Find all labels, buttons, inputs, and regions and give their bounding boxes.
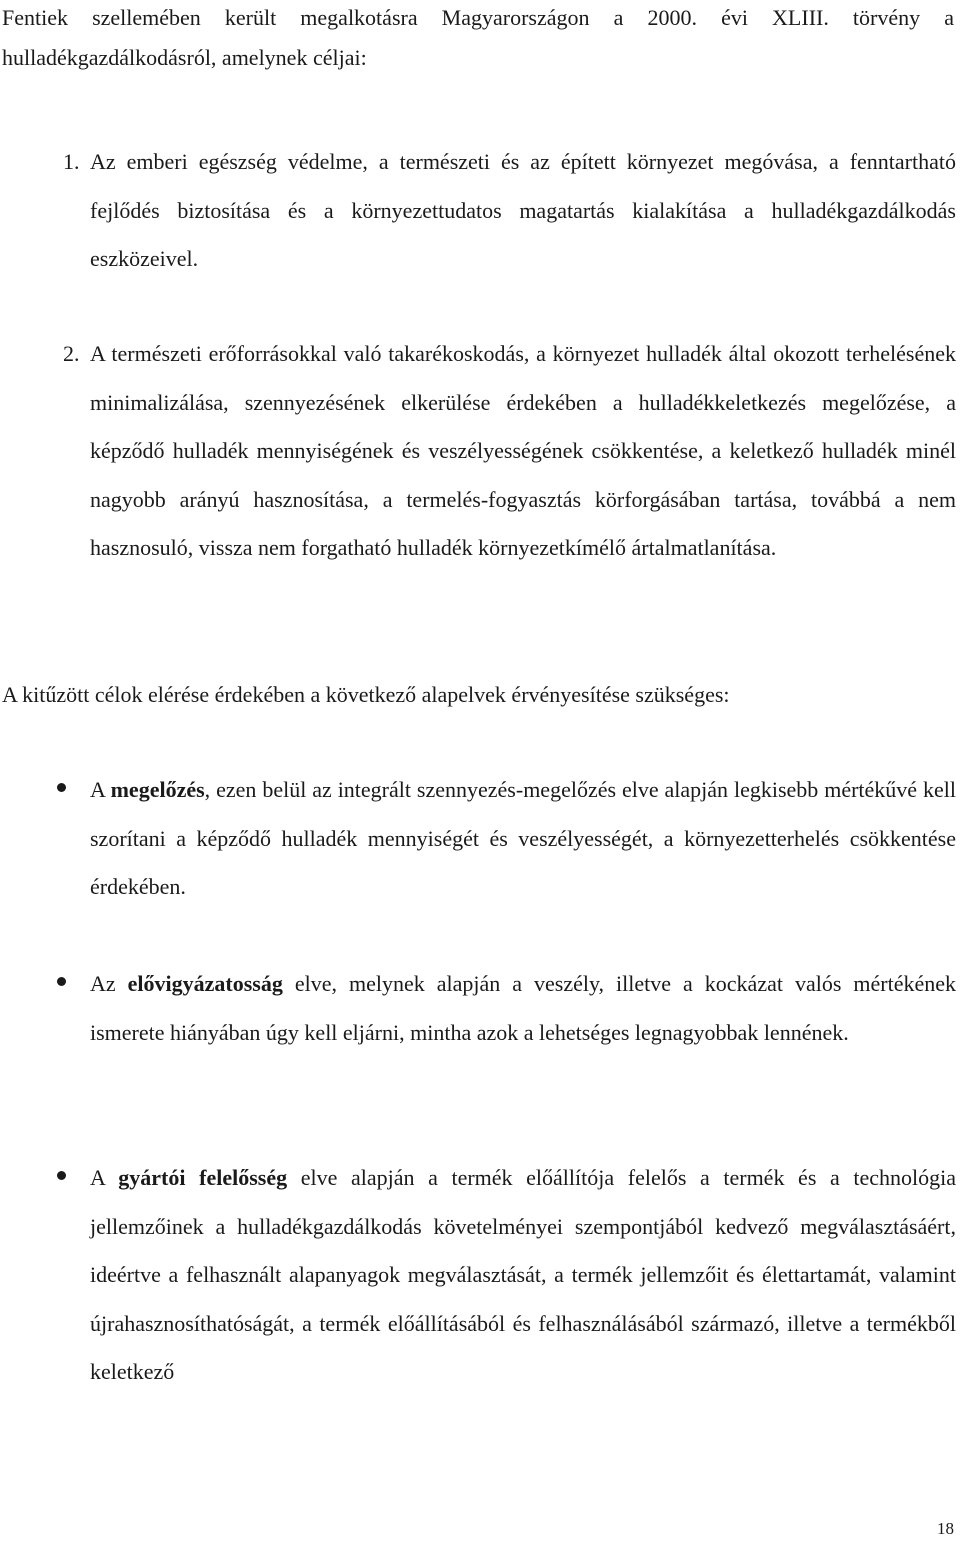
- principle-item-2: [90, 960, 956, 1057]
- bullet-icon: [57, 1171, 66, 1180]
- principle-term: megelőzés: [110, 777, 205, 802]
- goal-item-1: [63, 138, 956, 284]
- principle-text: elve alapján a termék előállítója felelős a termék és a technológia jellemzőinek a hulladékgazdálkodás követelményei szempontjából kedvező megválasztásáért, ideértve a felhasznált alapanyagok megválasztását, a termék jellemzőit és élettartamát, valamint újrahasznosíthatóságát, a termék előállításából és felhasználásából származó, illetve a termékből keletkező: [90, 1165, 957, 1384]
- page-number: 18: [937, 1519, 954, 1538]
- principle-prefix: A: [90, 777, 111, 802]
- principle-prefix: Az: [90, 971, 128, 996]
- goal-number: 2.: [63, 341, 80, 366]
- intro-paragraph: Fentiek szellemében került megalkotásra Magyarországon a 2000. évi XLIII. törvény a hulladékgazdálkodásról, amelynek céljai:: [2, 5, 954, 70]
- principle-item-3: [90, 1154, 956, 1397]
- goal-text: A természeti erőforrásokkal való takarékoskodás, a környezet hulladék által okozott terhelésének minimalizálása, szennyezésének elkerülése érdekében a hulladékkeletkezés megelőzése, a képződő hulladék mennyiségének és veszélyességének csökkentése, a keletkező hulladék minél nagyobb arányú hasznosítása, a termelés-fogyasztás körforgásában tartása, továbbá a nem hasznosuló, vissza nem forgatható hulladék környezetkímélő ártalmatlanítása.: [90, 341, 956, 560]
- bullet-icon: [57, 977, 66, 986]
- principle-item-1: [90, 766, 956, 912]
- principle-text: , ezen belül az integrált szennyezés-megelőzés elve alapján legkisebb mértékűvé kell szorítani a képződő hulladék mennyiségét és veszélyességét, a környezetterhelés csökkentése érdekében.: [90, 777, 956, 899]
- principle-term: elővigyázatosság: [127, 971, 283, 996]
- principle-text: elve, melynek alapján a veszély, illetve a kockázat valós mértékének ismerete hiányában úgy kell eljárni, mintha azok a lehetséges legnagyobbak lennének.: [90, 971, 956, 1045]
- principle-term: gyártói felelősség: [118, 1165, 288, 1190]
- goal-number: 1.: [63, 149, 80, 174]
- goal-text: Az emberi egészség védelme, a természeti és az épített környezet megóvása, a fenntartható fejlődés biztosítása és a környezettudatos magatartás kialakítása a hulladékgazdálkodás eszközeivel.: [90, 149, 956, 271]
- goal-item-2: [63, 330, 956, 573]
- bullet-icon: [57, 783, 66, 792]
- principle-prefix: A: [90, 1165, 119, 1190]
- principles-intro-paragraph: A kitűzött célok elérése érdekében a következő alapelvek érvényesítése szükséges:: [2, 682, 730, 707]
